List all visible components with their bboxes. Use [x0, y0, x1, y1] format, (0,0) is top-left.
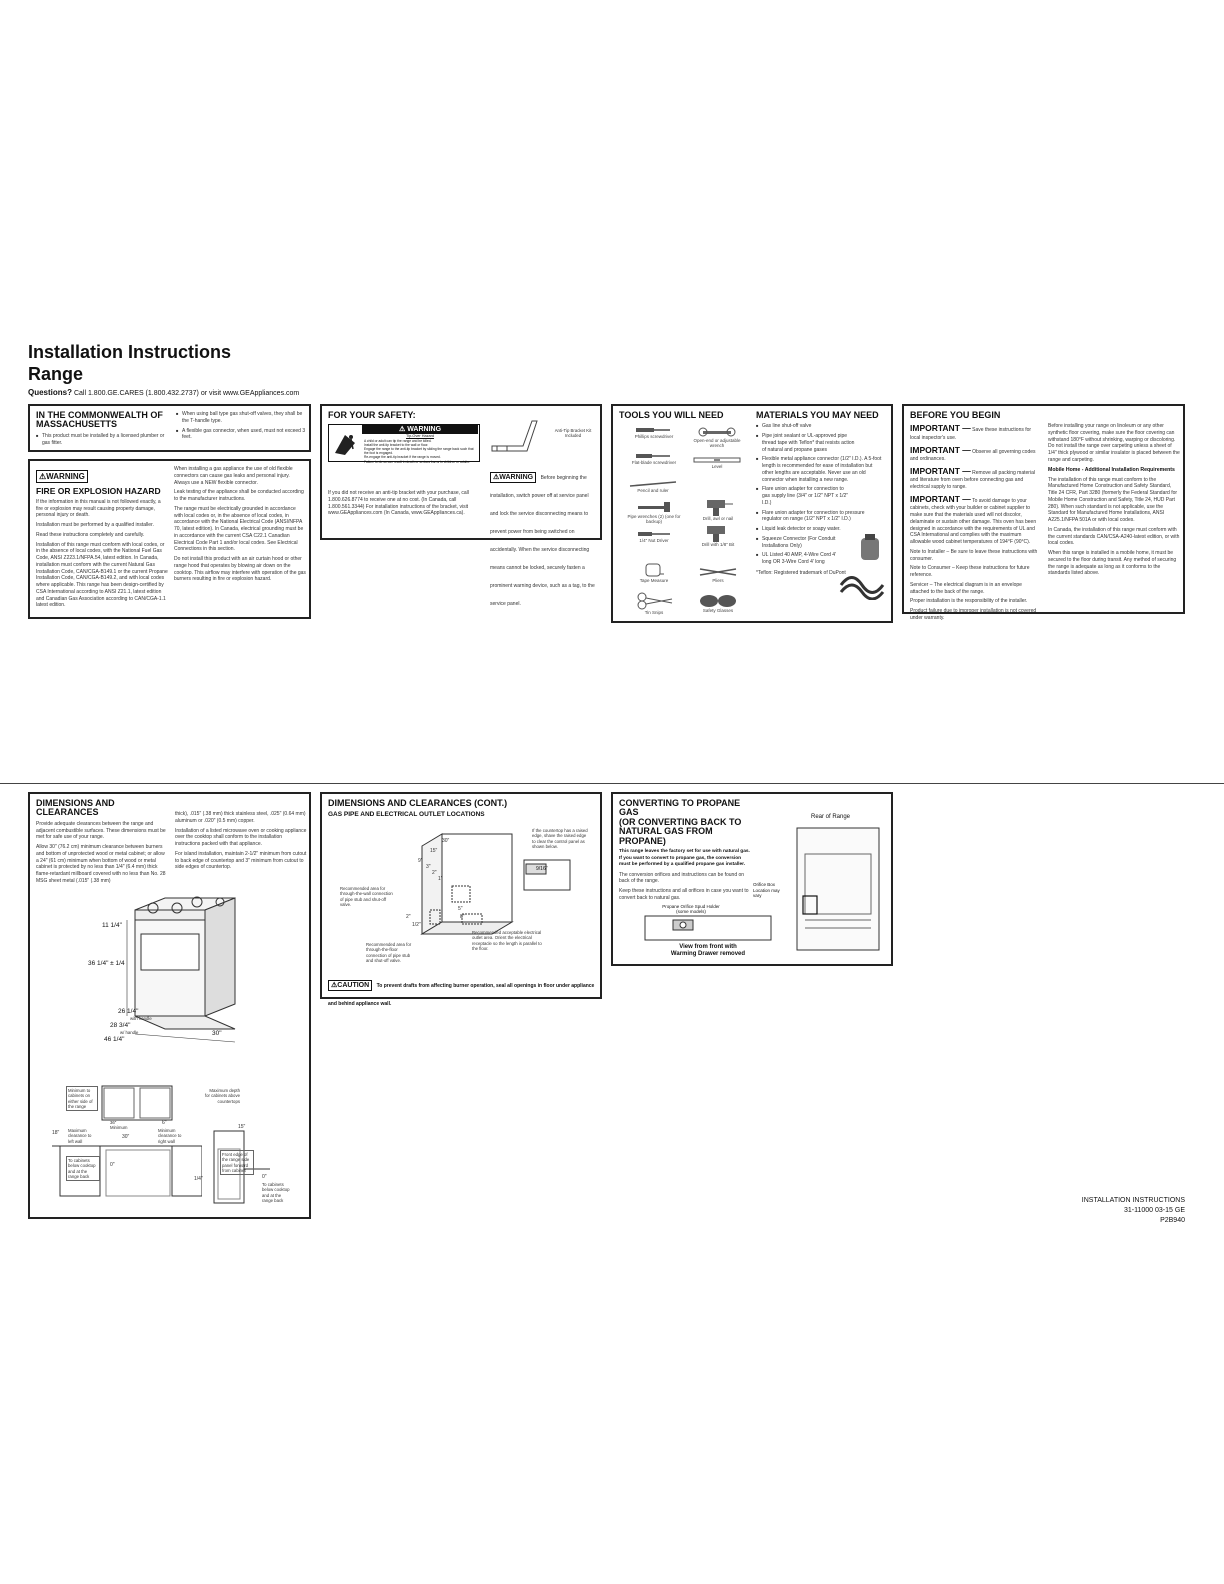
questions-text: Call 1.800.GE.CARES (1.800.432.2737) or visit www.GEAppliances.com: [73, 390, 300, 397]
pliers-icon: [698, 566, 738, 578]
fire-hazard-box: [28, 459, 311, 619]
cabinet-label: 0": [110, 1162, 115, 1168]
warning-badge: ⚠WARNING: [36, 470, 88, 483]
before-box: [902, 404, 1185, 621]
caution-note: [328, 974, 596, 1010]
material-item: ■ Pipe joint sealant or UL-approved pipe thread tape with Teflon* that resists action of natural and propane gases: [756, 433, 860, 453]
safety-box: [320, 404, 602, 607]
important-note: IMPORTANT — Observe all governing codes and ordinances.: [910, 444, 1036, 463]
tool-item: Pencil and ruler: [625, 480, 681, 493]
range-rear-drawing: [793, 824, 883, 954]
materials-footnote: *Teflon: Registered trademark of DuPont: [756, 569, 846, 576]
screwdriver-icon: [634, 426, 674, 434]
ruler-icon: [628, 480, 678, 488]
tip-over-image: [331, 429, 359, 457]
material-item: ■ UL Listed 40 AMP, 4-Wire Cord 4' long OR 3-Wire Cord 4' long: [756, 552, 842, 566]
pipe-dimension: 2": [432, 870, 437, 876]
before-note: Note to Installer – Be sure to leave these instructions with consumer.: [910, 548, 1038, 562]
tool-item: 1/4" Nut Driver: [629, 530, 679, 543]
gas-pipe-heading: DIMENSIONS AND CLEARANCES (CONT.): [328, 798, 508, 808]
tip-over-warning: [328, 424, 480, 462]
propane-text: Keep these instructions and all orifices in case you want to convert back to natural gas.: [619, 888, 749, 901]
tip-over-subheader: Tip-Over Hazard: [406, 434, 434, 438]
cabinet-label: 15": [238, 1124, 246, 1130]
tool-item: Level: [689, 456, 745, 469]
fire-hazard-paragraph: Installation of this range must conform with local codes, or in the absence of local codes, with the National Fuel Gas Code, ANSI Z223.1/NFPA.54, latest edition. In Canada, installation must conform with the current Natural Gas Installation Code, CAN/CGA-B149.1 or the current Propane Installation Code, CAN/CGA-B149.2, and with local codes where applicable. This range has been design-certified by CSA International according to ANSI Z21.1, latest edition and Canadian Gas Association according to CAN/CGA-1.1 latest edition.: [36, 541, 168, 609]
before-note: Proper installation is the responsibility of the installer.: [910, 598, 1028, 605]
questions-label: Questions?: [28, 388, 73, 397]
dimensions-text: Provide adequate clearances between the range and adjacent combustible surfaces. These dimensions must be met for safe use of your range.: [36, 820, 166, 841]
material-item: ■ Flare union adapter for connection to pressure regulator on range (1/2" NPT x 1/2" I.D.): [756, 510, 884, 524]
cabinet-label: To cabinets below cooktop and at the range back: [262, 1182, 290, 1204]
propane-text: The conversion orifices and instructions can be found on back of the range.: [619, 871, 745, 885]
tape-measure-icon: [644, 562, 664, 578]
pipe-dimension: 15": [430, 848, 438, 854]
warning-badge: ⚠WARNING: [490, 472, 536, 483]
cabinet-label: Maximum depth for cabinets above countertops: [204, 1088, 240, 1104]
countertop-note: If the countertop has a raised edge, shave the raised edge to clear the control panel as shown below.: [532, 828, 588, 850]
dimensions-text: Installation of a listed microwave oven or cooking appliance over the cooktop shall conform to the installation instructions packed with that appliance.: [175, 827, 307, 847]
dimensions-heading: DIMENSIONS AND CLEARANCES: [36, 798, 115, 818]
fire-hazard-heading: FIRE OR EXPLOSION HAZARD: [36, 486, 161, 496]
fire-hazard-paragraph: When installing a gas appliance the use of old flexible connectors can cause gas leaks and personal injury. Always use a NEW flexible connector.: [174, 466, 293, 486]
tip-over-item: Install the anti-tip bracket to the wall or floor.: [364, 443, 429, 448]
page-title: [28, 341, 231, 385]
dimension-note: with handle: [130, 1016, 152, 1021]
dimension-label: 46 1/4": [104, 1036, 125, 1043]
cabinet-label: 30": [122, 1134, 130, 1140]
fire-hazard-paragraph: Leak testing of the appliance shall be conducted according to the manufacturer instructions.: [174, 489, 304, 502]
material-item: ■ Flexible metal appliance connector (1/2" I.D.). A 5-foot length is recommended for ease of installation but other lengths are acceptable. Never use an old connector when installing a new range.: [756, 456, 884, 483]
drill-icon: [703, 524, 733, 542]
safety-glasses-icon: [698, 592, 738, 608]
dimensions-text: thick), .015" (.38 mm) thick stainless steel, .025" (0.64 mm) aluminum or .020" (0.5 mm) copper.: [175, 811, 306, 824]
tip-over-item: Failure to do so can result in death or serious burns to children or adults.: [364, 459, 470, 464]
cabinet-label: 0": [262, 1174, 267, 1180]
tool-item: Phillips screwdriver: [629, 426, 679, 439]
cabinet-label: 1/4": [194, 1176, 203, 1182]
tip-over-item: Engage the range to the anti-tip bracket by sliding the range back such that the foot is engaged.: [364, 447, 474, 456]
pipe-dimension: 5": [458, 906, 463, 912]
through-floor-label: Recommended area for through-the-floor connection of pipe stub and shut-off valve.: [366, 942, 412, 964]
outlet-area-label: Recommended acceptable electrical outlet area. Orient the electrical receptacle so the length is parallel to the floor.: [472, 930, 542, 952]
before-note: Product failure due to improper installation is not covered under warranty.: [910, 608, 1037, 621]
tool-item: Pliers: [693, 566, 743, 583]
massachusetts-bullet: ■ When using ball type gas shut-off valves, they shall be the T-handle type.: [176, 411, 306, 425]
fold-line: [0, 783, 1224, 784]
pipe-wrench-icon: [634, 500, 674, 514]
dimensions-text: Allow 30" (76.2 cm) minimum clearance between burners and bottom of unprotected wood or metal cabinet; or allow a 24" (61 cm) minimum when bottom of wood or metal cabinet is protected by no less than 1/4" (6.4 mm) thick flame-retardant millboard covered with no less than No. 28 MSG sheet metal (.015" (.38 mm): [36, 844, 166, 884]
fire-hazard-paragraph: Installation must be performed by a qualified installer.: [36, 522, 154, 529]
materials-heading: MATERIALS YOU MAY NEED: [756, 410, 879, 420]
view-caption: View from front with Warming Drawer removed: [670, 944, 746, 957]
anti-tip-bracket-image: [487, 416, 547, 460]
fire-hazard-paragraph: If the information in this manual is not followed exactly, a fire or explosion may result causing property damage, personal injury or death.: [36, 498, 161, 519]
dimension-label: 28 3/4": [110, 1022, 131, 1029]
warming-drawer-drawing: [643, 914, 773, 944]
document-footer: INSTALLATION INSTRUCTIONS 31-11000 03-15 GE P2B940: [1081, 1197, 1185, 1224]
tool-item: Open-end or adjustable wrench: [689, 426, 745, 448]
rear-label: Rear of Range: [811, 814, 851, 820]
mobile-home-text: When this range is installed in a mobile home, it must be secured to the floor during transit. Any method of securing the range is adequate as long as it conforms to the standards listed above.: [1048, 550, 1177, 577]
cabinet-label: Minimum clearance to right wall: [158, 1128, 182, 1144]
dimensions-text: For island installation, maintain 2-1/2" minimum from cutout to back edge of countertop and 3" minimum from cutout to side edges of countertop.: [175, 850, 307, 871]
orifice-box-label: Orifice Box Location may vary: [753, 882, 780, 899]
mobile-home-text: In Canada, the installation of this range must conform with the current standards CAN/CSA-A240-latest edition, or with local codes.: [1048, 526, 1180, 547]
cabinet-label: 6": [162, 1120, 167, 1126]
massachusetts-heading: IN THE COMMONWEALTH OF MASSACHUSETTS: [36, 410, 163, 430]
warning-triangle-icon: ⚠: [493, 474, 500, 481]
material-item: ■ Squeeze Connector (For Conduit Installations Only): [756, 536, 852, 550]
mobile-home-heading: Mobile Home - Additional Installation Requirements: [1048, 466, 1175, 473]
pipe-dimension: 1/2": [412, 922, 421, 928]
gas-pipe-box: [320, 792, 602, 1007]
massachusetts-bullet: ■ A flexible gas connector, when used, must not exceed 3 feet.: [176, 428, 306, 442]
tools-heading: TOOLS YOU WILL NEED: [619, 410, 724, 420]
countertop-edge-drawing: [522, 854, 572, 894]
propane-bold-text: This range leaves the factory set for use with natural gas. If you want to convert to propane gas, the conversion must be performed by a qualified propane gas installer.: [619, 849, 750, 868]
through-wall-label: Recommended area for through-the-wall connection of pipe stub and shut-off valve.: [340, 886, 393, 908]
material-item: ■ Liquid leak detector or soapy water.: [756, 526, 852, 533]
before-note: Note to Consumer – Keep these instructions for future reference.: [910, 565, 1030, 579]
tool-item: Safety Glasses: [693, 592, 743, 613]
drill-icon: [703, 496, 733, 516]
pipe-dimension: 2": [406, 914, 411, 920]
screwdriver-icon: [634, 452, 674, 460]
warning-triangle-icon: ⚠: [331, 982, 338, 989]
propane-heading: CONVERTING TO PROPANE GAS (OR CONVERTING BACK TO NATURAL GAS FROM PROPANE): [619, 798, 742, 846]
bracket-label: Anti-Tip Bracket Kit Included: [554, 428, 592, 438]
power-warning-text: Before beginning the installation, switch power off at service panel and lock the service disconnecting means to prevent power from being switched on accidentally. When the service disconnecting means cannot be locked, securely fasten a prominent warning device, such as a tag, to the service panel.: [490, 475, 595, 607]
squeeze-connector-image: [857, 534, 883, 564]
cabinet-label: 36" Minimum: [110, 1120, 128, 1131]
before-heading: BEFORE YOU BEGIN: [910, 410, 1001, 420]
tip-over-item: A child or adult can tip the range and be killed.: [364, 439, 432, 443]
tool-item: Drill, awl or nail: [693, 496, 743, 521]
pipe-dimension: 1": [438, 876, 443, 882]
bracket-info: If you did not receive an anti-tip bracket with your purchase, call 1.800.626.8774 to receive one at no cost. (In Canada, call 1.800.561.3344) For installation instructions of the bracket, visit www.GEAppliances.com (In Canada, www.GEAppliances.ca).: [328, 490, 469, 517]
pipe-dimension: 30": [442, 838, 450, 844]
tip-over-icon: [331, 429, 359, 457]
floor-covering-text: Before installing your range on linoleum or any other synthetic floor covering, make sure the floor covering can withstand 180°F without shrinking, warping or discoloring. Do not install the range over carpeting unless a sheet of 1/4" thick plywood or similar insulator is placed between the range and carpeting.: [1048, 423, 1180, 463]
title-line-1: Installation Instructions: [28, 342, 232, 362]
dimension-label: 26 1/4": [118, 1008, 139, 1015]
massachusetts-bullet: ■ This product must be installed by a licensed plumber or gas fitter.: [36, 433, 166, 447]
dimension-label: 36 1/4" ± 1/4: [88, 960, 125, 967]
title-line-2: Range: [28, 364, 84, 384]
power-warning: [490, 466, 598, 610]
material-item: ■ Gas line shut-off valve: [756, 423, 888, 430]
material-item: ■ Flare union adapter for connection to gas supply line (3/4" or 1/2" NPT x 1/2" I.D.): [756, 486, 852, 506]
pipe-dimension: 9": [418, 858, 423, 864]
dimensions-box: [28, 792, 311, 1219]
warning-triangle-icon: ⚠: [39, 472, 47, 481]
cabinet-label: Minimum to cabinets on either side of the range: [66, 1086, 98, 1111]
caution-text: To prevent drafts from affecting burner operation, seal all openings in floor under appliance and behind appliance wall.: [328, 983, 595, 1007]
important-note: IMPORTANT — Save these instructions for local inspector's use.: [910, 423, 1032, 441]
pipe-dimension: 8": [460, 914, 465, 920]
holder-label: Propane Orifice Spud Holder (some models): [662, 904, 720, 914]
caution-badge: ⚠CAUTION: [328, 980, 372, 991]
power-cord-image: [837, 570, 887, 600]
safety-heading: FOR YOUR SAFETY:: [328, 410, 416, 420]
gas-pipe-drawing: [402, 826, 532, 946]
tool-item: Tape Measure: [631, 562, 677, 583]
tip-over-item: Re-engage the anti-tip bracket if the range is moved.: [364, 455, 441, 460]
tool-item: Pipe wrenches (2) (one for backup): [627, 500, 681, 524]
mobile-home-text: The installation of this range must conform to the Manufactured Home Construction and Safety Standard, Title 24 CFR, Part 3280 (formerly the Federal Standard for Mobile Home Construction and Safety, Title 24, HUD Part 280). When such standard is not applicable, use the Standard for Manufactured Home Installations, ANSI A225.1/NFPA 501A or with local codes.: [1048, 476, 1178, 524]
tool-item: Drill with 1/8" Bit: [693, 524, 743, 547]
dimension-label: 11 1/4": [102, 922, 122, 929]
important-note: IMPORTANT — To avoid damage to your cabinets, check with your builder or cabinet supplier to make sure that the materials used will not discolor, delaminate or sustain other damage. This oven has been designed in accordance with the requirements of UL and CSA International and complies with the maximum allowable wood cabinet temperatures of 194°F (90°C).: [910, 493, 1037, 546]
massachusetts-box: [28, 404, 311, 452]
dimension-label: 30": [212, 1030, 222, 1037]
level-icon: [692, 456, 742, 464]
nut-driver-icon: [636, 530, 672, 538]
wrench-icon: [697, 426, 737, 438]
pipe-dimension: 3": [426, 864, 431, 870]
fire-hazard-paragraph: Read these instructions completely and carefully.: [36, 531, 145, 538]
cabinet-label: Maximum clearance to left wall: [68, 1128, 92, 1144]
tool-item: Tin Snips: [629, 592, 679, 615]
range-dimension-drawing: [125, 894, 285, 1044]
tin-snips-icon: [634, 592, 674, 610]
cabinet-label: 18": [52, 1130, 60, 1136]
cabinet-label: To cabinets below cooktop and at the range back: [66, 1156, 100, 1181]
fire-hazard-paragraph: The range must be electrically grounded in accordance with local codes or, in the absence of local codes, in accordance with the National Electrical Code (ANSI/NFPA 70, latest edition). In Canada, electrical grounding must be in accordance with the current CSA C22.1 Canadian Electrical Code Part 1 and/or local codes. See Electrical Connections in this section.: [174, 505, 304, 553]
before-note: Servicer – The electrical diagram is in an envelope attached to the back of the range.: [910, 581, 1022, 595]
tools-box: [611, 404, 893, 623]
tip-over-header: ⚠ WARNING: [362, 425, 478, 434]
gas-pipe-subheading: GAS PIPE AND ELECTRICAL OUTLET LOCATIONS: [328, 811, 485, 818]
tool-item: Flat-blade screwdriver: [629, 452, 679, 465]
important-note: IMPORTANT — Remove all packing material and literature from oven before connecting gas and electrical supply to range.: [910, 465, 1035, 491]
fire-hazard-paragraph: Do not install this product with an air curtain hood or other range hood that operates by blowing air down on the cooktop. This airflow may interfere with operation of the gas burners resulting in fire or explosion hazard.: [174, 556, 306, 583]
cabinet-label: Front edge of the range side panel forward from cabinet: [220, 1150, 254, 1175]
dimension-note: w/ handle: [120, 1030, 139, 1035]
questions-line: [28, 388, 299, 397]
propane-box: [611, 792, 893, 966]
dimension-label: 9/16": [536, 866, 548, 872]
